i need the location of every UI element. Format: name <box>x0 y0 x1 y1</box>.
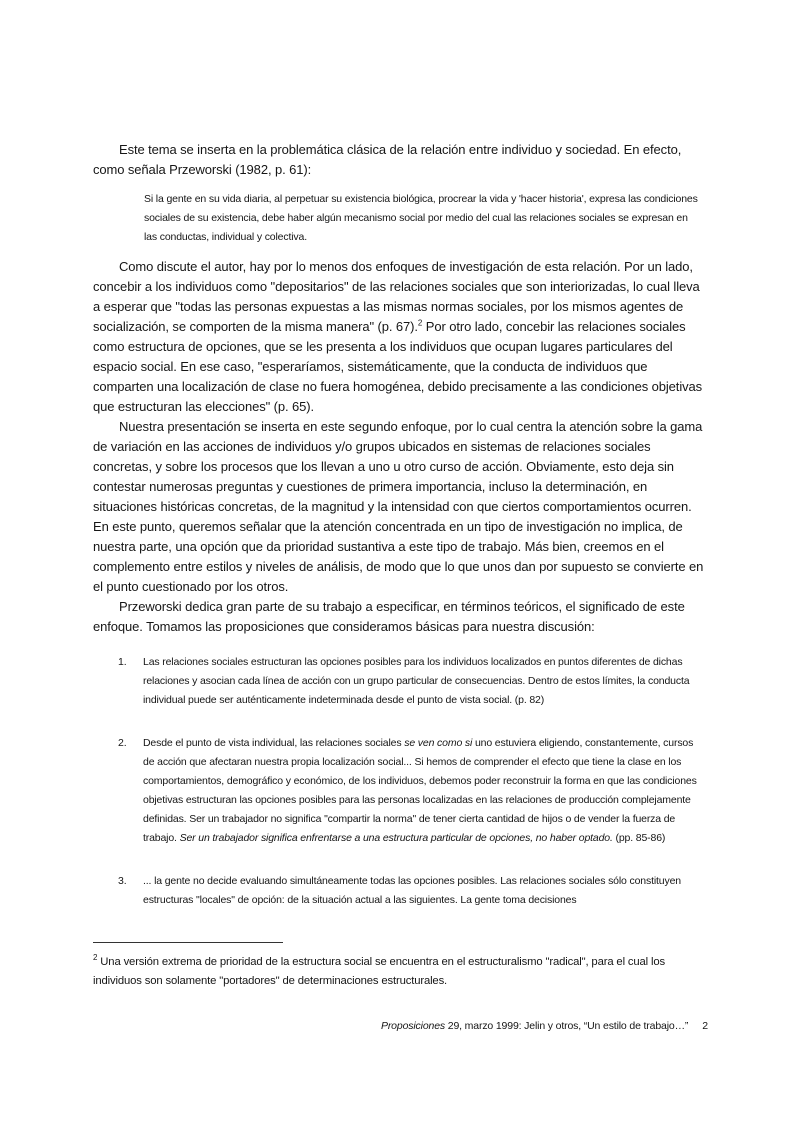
list-number: 1. <box>118 656 127 668</box>
block-quote: Si la gente en su vida diaria, al perpetuar su existencia biológica, procrear la vida y 'hacer historia', expresa las condiciones sociales de su existencia, debe haber algún mecanismo social por medio del cual las relaciones sociales se expresan en las conductas, individual y colectiva. <box>144 193 698 243</box>
numbered-list <box>93 653 707 910</box>
body-text <box>93 140 707 934</box>
list-text-segment: (pp. 85-86) <box>612 832 666 844</box>
footnote-divider <box>93 942 283 943</box>
list-item-text: Las relaciones sociales estructuran las opciones posibles para los individuos localizados en puntos diferentes de dichas relaciones y asocian cada línea de acción con un grupo particular de consecuencias. Dentro de estos límites, la conducta individual puede ser auténticamente indeterminada desde el punto de vista social. (p. 82) <box>143 656 690 706</box>
list-item-text: ... la gente no decide evaluando simultáneamente todas las opciones posibles. Las relaciones sociales sólo constituyen estructuras "locales" de opción: de la situación actual a las siguientes. La gente toma decisiones <box>143 875 681 906</box>
journal-name: Proposiciones <box>380 1020 445 1032</box>
list-item-text <box>143 734 706 848</box>
list-text-italic: Ser un trabajador significa enfrentarse a una estructura particular de opciones, no haber optado. <box>179 832 613 844</box>
list-text-segment: uno estuviera eligiendo, constantemente, cursos de acción que afectaran nuestra propia localización social... Si hemos de comprender el efecto que tiene la clase en los comportamientos, demográfico y económico, de los individuos, debemos poder reconstruir la forma en que las condiciones objetivas estructuran las opciones posibles para las personas localizadas en las relaciones de producción complejamente definidas. Ser un trabajador no significa "compartir la norma" de tener cierta cantidad de hijos o de vender la fuerza de trabajo. <box>143 737 697 844</box>
list-item <box>93 653 706 710</box>
page-footer <box>381 1019 708 1033</box>
footnote-text: Una versión extrema de prioridad de la estructura social se encuentra en el estructuralismo "radical", para el cual los individuos son solamente "portadores" de determinaciones estructurales. <box>93 956 666 987</box>
footer-details: 29, marzo 1999: Jelin y otros, “Un estilo de trabajo…” <box>445 1020 689 1032</box>
paragraph-przeworski: Przeworski dedica gran parte de su trabajo a especificar, en términos teóricos, el significado de este enfoque. Tomamos las proposiciones que consideramos básicas para nuestra discusión: <box>93 599 685 634</box>
paragraph-intro: Este tema se inserta en la problemática clásica de la relación entre individuo y sociedad. En efecto, como señala Przeworski (1982, p. 61): <box>93 142 682 177</box>
paragraph-two-part-b: Por otro lado, concebir las relaciones sociales como estructura de opciones, que se les presenta a los individuos que ocupan lugares particulares del espacio social. En ese caso, "esperaríamos, sistemáticamente, que la conducta de individuos que comparten una localización de clase no fuera homogénea, debido precisamente a las condiciones objetivas que estructuran las elecciones" (p. 65). <box>93 319 703 414</box>
list-text-italic: se ven como si <box>404 737 473 749</box>
list-number: 3. <box>118 875 127 887</box>
page-number: 2 <box>702 1020 708 1032</box>
footnote-reference[interactable]: 2 <box>417 318 423 328</box>
paragraph-two-approaches <box>93 257 707 417</box>
footnote-number: 2 <box>93 953 98 963</box>
paragraph-our-presentation: Nuestra presentación se inserta en este segundo enfoque, por lo cual centra la atención sobre la gama de variación en las acciones de individuos y/o grupos ubicados en sistemas de relaciones sociales concretas, y sobre los procesos que los llevan a uno u otro curso de acción. Obviamente, esto deja sin contestar numerosas preguntas y cuestiones de primera importancia, incluso la determinación, en situaciones históricas concretas, de la magnitud y la intensidad con que ciertos comportamientos ocurren. En este punto, queremos señalar que la atención concentrada en un tipo de investigación no implica, de nuestra parte, una opción que da prioridad sustantiva a este tipo de trabajo. Más bien, creemos en el complemento entre estilos y niveles de análisis, de modo que lo que unos dan por supuesto se convierte en el punto cuestionado por los otros. <box>93 419 704 594</box>
paragraph-two-part-a: Como discute el autor, hay por lo menos dos enfoques de investigación de esta relación. Por un lado, concebir a los individuos como "depositarios" de las relaciones sociales que son interiorizadas, lo cual lleva a esperar que "todas las personas expuestas a las mismas normas sociales, por los mismos agentes de socialización, se comporten de la misma manera" (p. 67). <box>93 259 700 334</box>
footnote <box>93 953 707 991</box>
list-item <box>93 734 706 848</box>
list-number: 2. <box>118 737 127 749</box>
list-text-segment: Desde el punto de vista individual, las relaciones sociales <box>143 737 405 749</box>
list-item <box>93 872 706 910</box>
